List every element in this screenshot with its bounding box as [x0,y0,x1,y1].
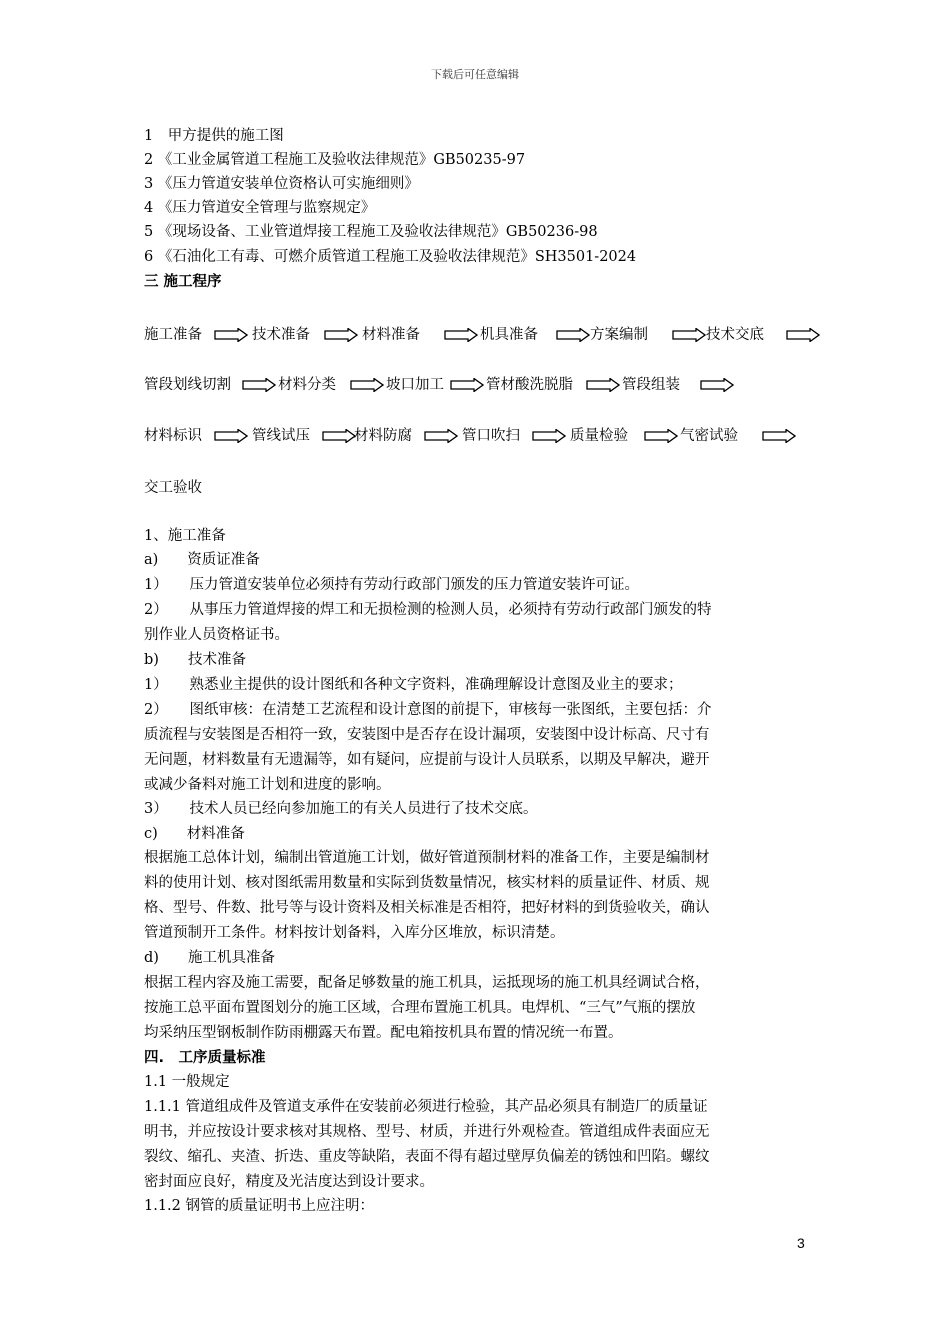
paragraph-line: 密封面应良好，精度及光洁度达到设计要求。 [144,1174,434,1190]
arrow-right-icon [532,429,566,443]
reference-item: 2 《工业金属管道工程施工及验收法律规范》GB50235-97 [144,152,526,168]
arrow-right-icon [324,328,358,342]
arrow-right-icon [214,328,248,342]
flow-step: 管口吹扫 [462,428,520,444]
flow-step: 材料分类 [278,377,336,393]
paragraph-line: 2） 从事压力管道焊接的焊工和无损检测的检测人员，必须持有劳动行政部门颁发的特 [144,602,712,618]
paragraph-line: 料的使用计划、核对图纸需用数量和实际到货数量情况，核实材料的质量证件、材质、规 [144,875,710,891]
flow-step: 坡口加工 [386,377,444,393]
paragraph-line: 别作业人员资格证书。 [144,627,289,643]
arrow-right-icon [214,429,248,443]
flow-step: 材料标识 [144,428,202,444]
arrow-right-icon [450,378,484,392]
flow-step: 质量检验 [570,428,628,444]
paragraph-line: 1.1.2 钢管的质量证明书上应注明： [144,1198,375,1214]
paragraph-line: 1.1.1 管道组成件及管道支承件在安装前必须进行检验，其产品必须具有制造厂的质量证 [144,1099,708,1115]
arrow-right-icon [444,328,478,342]
paragraph-line: d) 施工机具准备 [144,950,275,966]
reference-item: 4 《压力管道安全管理与监察规定》 [144,200,376,216]
paragraph-line: 质流程与安装图是否相符一致，安装图中是否存在设计漏项，安装图中设计标高、尺寸有 [144,727,710,743]
flow-final-step: 交工验收 [144,480,202,496]
flow-row-3 [144,425,844,447]
flow-step: 管材酸洗脱脂 [486,377,573,393]
flow-step: 技术准备 [252,327,310,343]
page-number: 3 [797,1235,805,1251]
arrow-right-icon [700,378,734,392]
arrow-right-icon [672,328,706,342]
flow-step: 材料准备 [362,327,420,343]
paragraph-line: 按施工总平面布置图划分的施工区域，合理布置施工机具。电焊机、“三气”气瓶的摆放 [144,1000,696,1016]
arrow-right-icon [242,378,276,392]
reference-item: 5 《现场设备、工业管道焊接工程施工及验收法律规范》GB50236-98 [144,224,598,240]
section-title: 四. 工序质量标准 [144,1050,266,1066]
flow-step: 材料防腐 [354,428,412,444]
arrow-right-icon [556,328,590,342]
arrow-right-icon [644,429,678,443]
arrow-right-icon [424,429,458,443]
flow-step: 气密试验 [680,428,738,444]
paragraph-line: 1） 压力管道安装单位必须持有劳动行政部门颁发的压力管道安装许可证。 [144,577,639,593]
arrow-right-icon [762,429,796,443]
paragraph-line: b) 技术准备 [144,652,246,668]
reference-item: 1 甲方提供的施工图 [144,128,284,144]
paragraph-line: 管道预制开工条件。材料按计划备料，入库分区堆放，标识清楚。 [144,925,565,941]
flow-step: 管段组装 [622,377,680,393]
arrow-right-icon [586,378,620,392]
reference-item: 3 《压力管道安装单位资格认可实施细则》 [144,176,419,192]
paragraph-line: 1） 熟悉业主提供的设计图纸和各种文字资料，准确理解设计意图及业主的要求； [144,677,683,693]
paragraph-line: 根据施工总体计划，编制出管道施工计划，做好管道预制材料的准备工作，主要是编制材 [144,850,710,866]
arrow-right-icon [786,328,820,342]
flow-row-2 [144,374,844,396]
paragraph-line: a) 资质证准备 [144,552,260,568]
paragraph-line: 无问题，材料数量有无遗漏等，如有疑问，应提前与设计人员联系，以期及早解决，避开 [144,752,710,768]
paragraph-line: 均采纳压型钢板制作防雨棚露天布置。配电箱按机具布置的情况统一布置。 [144,1025,623,1041]
flow-step: 管段划线切割 [144,377,231,393]
paragraph-line: c) 材料准备 [144,826,245,842]
paragraph-line: 1、施工准备 [144,528,226,544]
arrow-right-icon [350,378,384,392]
paragraph-line: 或减少备料对施工计划和进度的影响。 [144,777,391,793]
flow-step: 施工准备 [144,327,202,343]
paragraph-line: 明书，并应按设计要求核对其规格、型号、材质，并进行外观检查。管道组成件表面应无 [144,1124,710,1140]
reference-item: 6 《石油化工有毒、可燃介质管道工程施工及验收法律规范》SH3501-2024 [144,249,637,265]
flow-step: 管线试压 [252,428,310,444]
flow-step: 技术交底 [706,327,764,343]
flow-step: 方案编制 [590,327,648,343]
flow-step: 机具准备 [480,327,538,343]
flow-row-1 [144,324,844,346]
paragraph-line: 根据工程内容及施工需要，配备足够数量的施工机具，运抵现场的施工机具经调试合格， [144,975,710,991]
paragraph-line: 3） 技术人员已经向参加施工的有关人员进行了技术交底。 [144,801,538,817]
paragraph-line: 裂纹、缩孔、夹渣、折迭、重皮等缺陷，表面不得有超过壁厚负偏差的锈蚀和凹陷。螺纹 [144,1149,710,1165]
page-header: 下载后可任意编辑 [431,68,519,81]
paragraph-line: 1.1 一般规定 [144,1074,230,1090]
section-title: 三 施工程序 [144,274,222,290]
paragraph-line: 格、型号、件数、批号等与设计资料及相关标准是否相符，把好材料的到货验收关，确认 [144,900,710,916]
paragraph-line: 2） 图纸审核：在清楚工艺流程和设计意图的前提下，审核每一张图纸，主要包括：介 [144,702,712,718]
arrow-right-icon [322,429,356,443]
